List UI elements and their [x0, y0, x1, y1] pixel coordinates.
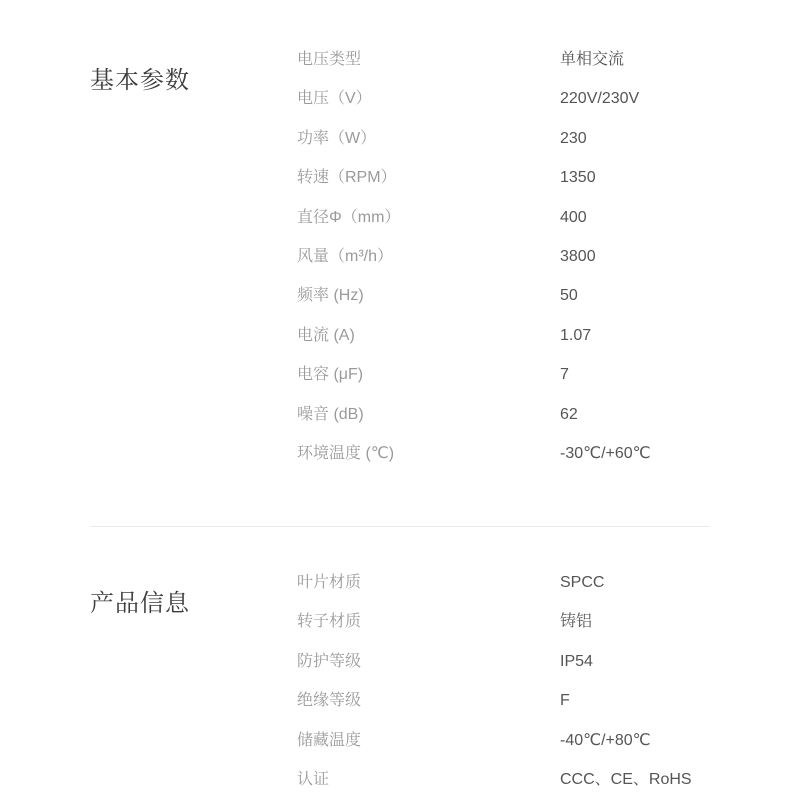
spec-value: 3800 [560, 247, 596, 265]
spec-label: 功率（W） [297, 129, 377, 147]
spec-value: -30℃/+60℃ [560, 444, 651, 462]
spec-label: 转速（RPM） [297, 169, 397, 187]
spec-row [297, 729, 760, 768]
spec-value: 230 [560, 129, 587, 147]
spec-value: 铸铝 [560, 613, 593, 631]
spec-row [297, 571, 760, 610]
spec-value: 单相交流 [560, 51, 625, 68]
spec-row [297, 127, 760, 166]
spec-value: 7 [560, 366, 569, 384]
spec-value: 50 [560, 287, 578, 305]
spec-value: 1350 [560, 169, 596, 187]
spec-label: 储藏温度 [297, 731, 362, 749]
spec-label: 转子材质 [297, 613, 362, 631]
spec-label: 电压类型 [297, 51, 362, 68]
spec-label: 绝缘等级 [297, 692, 362, 710]
spec-value: -40℃/+80℃ [560, 731, 651, 749]
section-divider [90, 526, 710, 527]
spec-row [297, 768, 760, 800]
spec-value: 1.07 [560, 326, 592, 344]
spec-row [297, 166, 760, 205]
spec-row [297, 442, 760, 481]
spec-label: 电容 (μF) [297, 366, 364, 384]
section-title-product-info: 产品信息 [90, 589, 190, 617]
spec-row [297, 284, 760, 323]
spec-value: 400 [560, 208, 587, 226]
spec-label: 环境温度 (℃) [297, 444, 395, 462]
spec-value: CCC、CE、RoHS [560, 770, 692, 788]
spec-label: 噪音 (dB) [297, 405, 364, 423]
spec-rows-basic [297, 48, 760, 481]
spec-value: F [560, 692, 570, 710]
spec-rows-product [297, 571, 760, 800]
spec-row [297, 206, 760, 245]
spec-value: SPCC [560, 574, 605, 591]
spec-row [297, 87, 760, 126]
spec-label: 认证 [297, 770, 330, 788]
spec-row [297, 245, 760, 284]
spec-value: 62 [560, 405, 578, 423]
spec-value: 220V/230V [560, 90, 640, 108]
spec-row [297, 610, 760, 649]
spec-label: 频率 (Hz) [297, 287, 364, 305]
section-product-info [90, 571, 760, 800]
spec-row [297, 48, 760, 87]
section-basic-parameters [90, 48, 760, 481]
spec-row [297, 363, 760, 402]
spec-label: 防护等级 [297, 652, 362, 670]
spec-row [297, 324, 760, 363]
spec-row [297, 403, 760, 442]
spec-label: 直径Φ（mm） [297, 208, 401, 226]
spec-label: 叶片材质 [297, 574, 362, 591]
spec-value: IP54 [560, 652, 593, 670]
spec-row [297, 689, 760, 728]
spec-row [297, 650, 760, 689]
spec-label: 电压（V） [297, 90, 372, 108]
spec-label: 风量（m³/h） [297, 247, 394, 265]
spec-label: 电流 (A) [297, 326, 355, 344]
section-title-basic-parameters: 基本参数 [90, 66, 190, 94]
